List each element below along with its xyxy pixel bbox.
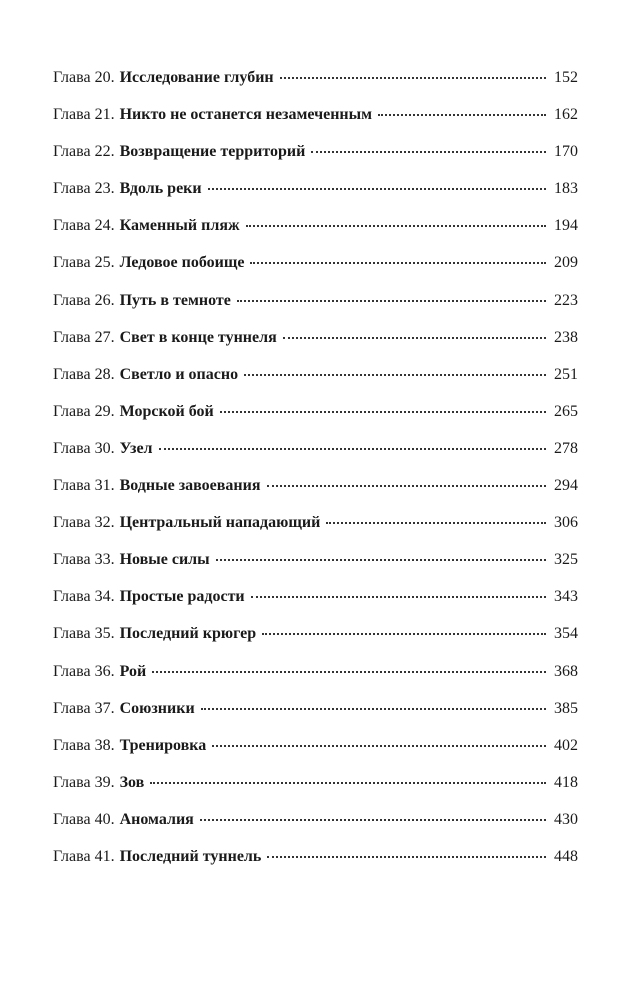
- page-number: 306: [554, 514, 578, 532]
- chapter-label: Глава 28.: [53, 365, 115, 383]
- dot-leader: [283, 337, 546, 339]
- chapter-label: Глава 34.: [53, 588, 115, 606]
- chapter-label: Глава 25.: [53, 254, 115, 272]
- toc-entry: [53, 771, 578, 808]
- chapter-label: Глава 29.: [53, 402, 115, 420]
- page-number: 354: [554, 625, 578, 643]
- page-number: 170: [554, 143, 578, 161]
- chapter-title: Вдоль реки: [119, 180, 202, 198]
- chapter-title: Морской бой: [119, 402, 214, 420]
- chapter-title: Каменный пляж: [119, 217, 240, 235]
- page-number: 343: [554, 588, 578, 606]
- page-number: 238: [554, 328, 578, 346]
- chapter-label: Глава 32.: [53, 514, 115, 532]
- page-number: 294: [554, 477, 578, 495]
- chapter-title: Последний туннель: [119, 847, 262, 865]
- dot-leader: [262, 633, 546, 635]
- chapter-title: Центральный нападающий: [119, 514, 321, 532]
- toc-entry: [53, 697, 578, 734]
- dot-leader: [280, 77, 546, 79]
- toc-entry: [53, 437, 578, 474]
- toc-entry: [53, 251, 578, 288]
- page-number: 183: [554, 180, 578, 198]
- chapter-label: Глава 21.: [53, 106, 115, 124]
- toc-entry: [53, 140, 578, 177]
- toc-entry: [53, 474, 578, 511]
- dot-leader: [244, 374, 546, 376]
- chapter-label: Глава 41.: [53, 847, 115, 865]
- page-number: 162: [554, 106, 578, 124]
- page-number: 368: [554, 662, 578, 680]
- dot-leader: [311, 151, 546, 153]
- chapter-label: Глава 26.: [53, 291, 115, 309]
- toc-entry: [53, 845, 578, 882]
- chapter-label: Глава 24.: [53, 217, 115, 235]
- page-number: 418: [554, 773, 578, 791]
- chapter-label: Глава 35.: [53, 625, 115, 643]
- dot-leader: [250, 262, 546, 264]
- chapter-title: Путь в темноте: [119, 291, 231, 309]
- chapter-label: Глава 27.: [53, 328, 115, 346]
- chapter-label: Глава 37.: [53, 699, 115, 717]
- dot-leader: [246, 225, 546, 227]
- chapter-title: Свет в конце туннеля: [119, 328, 277, 346]
- chapter-title: Водные завоевания: [119, 477, 261, 495]
- dot-leader: [150, 782, 546, 784]
- chapter-title: Последний крюгер: [119, 625, 257, 643]
- chapter-label: Глава 22.: [53, 143, 115, 161]
- chapter-label: Глава 40.: [53, 810, 115, 828]
- table-of-contents: [53, 66, 578, 882]
- chapter-label: Глава 23.: [53, 180, 115, 198]
- chapter-label: Глава 20.: [53, 69, 115, 86]
- chapter-label: Глава 38.: [53, 736, 115, 754]
- chapter-label: Глава 36.: [53, 662, 115, 680]
- chapter-title: Новые силы: [119, 551, 210, 569]
- toc-entry: [53, 66, 578, 103]
- chapter-title: Зов: [119, 773, 145, 791]
- dot-leader: [237, 300, 546, 302]
- dot-leader: [208, 188, 546, 190]
- page-number: 209: [554, 254, 578, 272]
- toc-entry: [53, 808, 578, 845]
- toc-entry: [53, 177, 578, 214]
- dot-leader: [212, 745, 546, 747]
- page-number: 152: [554, 69, 578, 86]
- chapter-title: Исследование глубин: [119, 69, 274, 86]
- page-number: 251: [554, 365, 578, 383]
- chapter-title: Тренировка: [119, 736, 207, 754]
- page-number: 223: [554, 291, 578, 309]
- chapter-title: Светло и опасно: [119, 365, 239, 383]
- chapter-title: Аномалия: [119, 810, 194, 828]
- chapter-title: Ледовое побоище: [119, 254, 245, 272]
- chapter-title: Узел: [119, 439, 153, 457]
- page-number: 385: [554, 699, 578, 717]
- toc-entry: [53, 103, 578, 140]
- page-number: 194: [554, 217, 578, 235]
- chapter-label: Глава 30.: [53, 439, 115, 457]
- chapter-title: Возвращение территорий: [119, 143, 306, 161]
- dot-leader: [267, 856, 546, 858]
- toc-entry: [53, 511, 578, 548]
- toc-entry: [53, 585, 578, 622]
- page-number: 325: [554, 551, 578, 569]
- toc-entry: [53, 660, 578, 697]
- chapter-label: Глава 31.: [53, 477, 115, 495]
- page-number: 402: [554, 736, 578, 754]
- dot-leader: [251, 596, 546, 598]
- chapter-label: Глава 39.: [53, 773, 115, 791]
- chapter-title: Никто не останется незамеченным: [119, 106, 373, 124]
- toc-entry: [53, 548, 578, 585]
- dot-leader: [267, 485, 547, 487]
- dot-leader: [378, 114, 546, 116]
- dot-leader: [200, 819, 546, 821]
- dot-leader: [201, 708, 546, 710]
- dot-leader: [159, 448, 546, 450]
- toc-entry: [53, 400, 578, 437]
- chapter-label: Глава 33.: [53, 551, 115, 569]
- chapter-title: Простые радости: [119, 588, 245, 606]
- page-number: 430: [554, 810, 578, 828]
- dot-leader: [326, 522, 546, 524]
- toc-entry: [53, 622, 578, 659]
- page-number: 265: [554, 402, 578, 420]
- toc-entry: [53, 326, 578, 363]
- dot-leader: [216, 559, 546, 561]
- chapter-title: Союзники: [119, 699, 195, 717]
- toc-entry: [53, 289, 578, 326]
- chapter-title: Рой: [119, 662, 147, 680]
- toc-entry: [53, 214, 578, 251]
- page-number: 448: [554, 847, 578, 865]
- dot-leader: [220, 411, 546, 413]
- dot-leader: [152, 671, 546, 673]
- toc-entry: [53, 734, 578, 771]
- page-number: 278: [554, 439, 578, 457]
- toc-entry: [53, 363, 578, 400]
